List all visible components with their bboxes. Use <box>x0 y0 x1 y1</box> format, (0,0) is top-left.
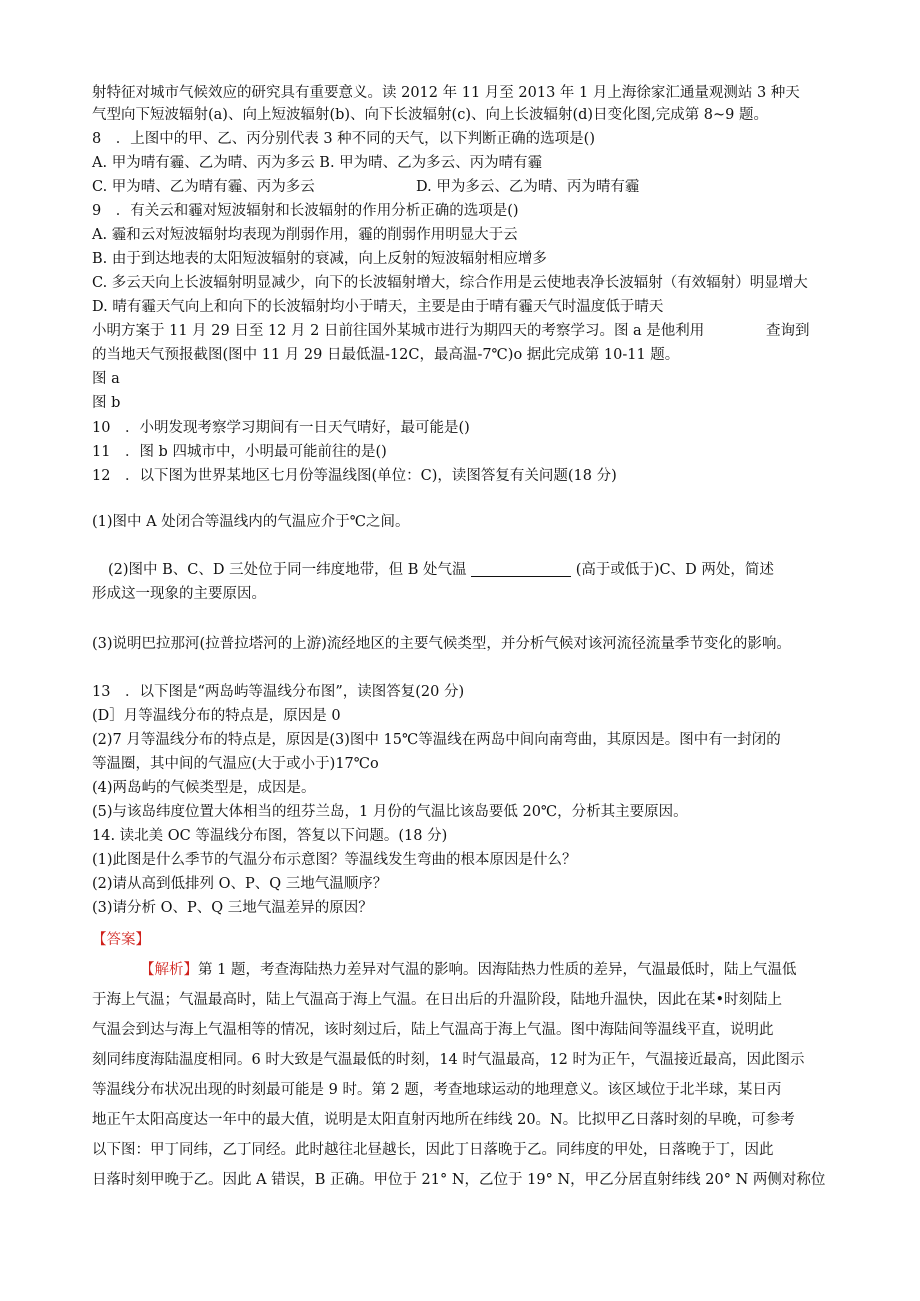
q9-option-d: D. 晴有霾天气向上和向下的长波辐射均小于晴天，主要是由于晴有霾天气时温度低于晴天 <box>92 299 664 315</box>
analysis-line-7: 以下图：甲丁同纬，乙丁同经。此时越往北昼越长，因此丁日落晚于乙。同纬度的甲处，日落晚于丁，因此 <box>92 1142 774 1158</box>
answer-label: 【答案】 <box>92 932 150 948</box>
analysis-line-5: 等温线分布状况出现的时刻最可能是 9 时。第 2 题，考查地球运动的地理意义。该区域位于北半球，某日丙 <box>92 1082 782 1098</box>
analysis-label: 【解析】 <box>140 962 198 978</box>
q13-part-4: (4)两岛屿的气候类型是，成因是。 <box>92 780 316 796</box>
q14-stem: 14. 读北美 OC 等温线分布图，答复以下问题。(18 分) <box>92 828 448 844</box>
figure-a-label: 图 a <box>92 371 120 387</box>
q8-stem: 8 ．上图中的甲、乙、丙分别代表 3 种不同的天气，以下判断正确的选项是() <box>92 131 595 147</box>
q12-part-2-continued: 形成这一现象的主要原因。 <box>92 586 266 602</box>
q14-part-3: (3)请分析 O、P、Q 三地气温差异的原因？ <box>92 900 373 916</box>
analysis-line-8: 日落时刻甲晚于乙。因此 A 错误，B 正确。甲位于 21° N，乙位于 19° N，甲乙分居直射纬线 20° N 两侧对称位 <box>92 1172 826 1188</box>
analysis-line-4: 刻同纬度海陆温度相同。6 时大致是气温最低的时刻，14 时气温最高，12 时为正午，气温接近最高，因此图示 <box>92 1052 805 1068</box>
xiaoming-line-2: 的当地天气预报截图(图中 11 月 29 日最低温-12C，最高温-7℃)o 据此完成第 10-11 题。 <box>92 347 680 363</box>
q12-part-2-text-a: (2)图中 B、C、D 三处位于同一纬度地带，但 B 处气温 <box>108 562 467 578</box>
xiaoming-line-1a: 小明方案于 11 月 29 日至 12 月 2 日前往国外某城市进行为期四天的考察学习。图 a 是他利用 <box>92 323 705 339</box>
q13-part-2-continued: 等温圈，其中间的气温应(大于或小于)17℃o <box>92 756 379 772</box>
q8-option-ab: A. 甲为晴有霾、乙为晴、丙为多云 B. 甲为晴、乙为多云、丙为晴有霾 <box>92 155 543 171</box>
analysis-line-3: 气温会到达与海上气温相等的情况，该时刻过后，陆上气温高于海上气温。图中海陆间等温线平直，说明此 <box>92 1022 774 1038</box>
q11-stem: 11 ．图 b 四城市中，小明最可能前往的是() <box>92 444 387 460</box>
q13-part-2: (2)7 月等温线分布的特点是，原因是(3)图中 15℃等温线在两岛中间向南弯曲，其原因是。图中有一封闭的 <box>92 732 781 748</box>
intro-line-2: 气型向下短波辐射(a)、向上短波辐射(b)、向下长波辐射(c)、向上长波辐射(d)日变化图,完成第 8~9 题。 <box>92 107 769 123</box>
q14-part-2: (2)请从高到低排列 O、P、Q 三地气温顺序？ <box>92 876 388 892</box>
q12-part-1: (1)图中 A 处闭合等温线内的气温应介于℃之间。 <box>92 514 410 530</box>
analysis-line-2: 于海上气温；气温最高时，陆上气温高于海上气温。在日出后的升温阶段，陆地升温快，因此在某•时刻陆上 <box>92 992 783 1008</box>
q8-option-c: C. 甲为晴、乙为晴有霾、丙为多云 <box>92 179 315 195</box>
q13-stem: 13 ．以下图是“两岛屿等温线分布图”，读图答复(20 分) <box>92 684 465 700</box>
xiaoming-line-1b: 查询到 <box>766 323 810 339</box>
q9-option-a: A. 霾和云对短波辐射均表现为削弱作用，霾的削弱作用明显大于云 <box>92 227 518 243</box>
q12-part-2-text-b: (高于或低于)C、D 两处，简述 <box>575 562 774 578</box>
analysis-text-1: 第 1 题，考查海陆热力差异对气温的影响。因海陆热力性质的差异，气温最低时，陆上气温低 <box>198 962 797 978</box>
q9-stem: 9 ．有关云和霾对短波辐射和长波辐射的作用分析正确的选项是() <box>92 203 519 219</box>
intro-line-1: 射特征对城市气候效应的研究具有重要意义。读 2012 年 11 月至 2013 年 1 月上海徐家汇通量观测站 3 种天 <box>92 85 800 101</box>
figure-b-label: 图 b <box>92 395 121 411</box>
q12-stem: 12 ．以下图为世界某地区七月份等温线图(单位：C)，读图答复有关问题(18 分) <box>92 468 617 484</box>
q9-option-c: C. 多云天向上长波辐射明显减少，向下的长波辐射增大，综合作用是云使地表净长波辐射（有效辐射）明显增大 <box>92 275 808 291</box>
q9-option-b: B. 由于到达地表的太阳短波辐射的衰减，向上反射的短波辐射相应增多 <box>92 251 547 267</box>
q12-part-3: (3)说明巴拉那河(拉普拉塔河的上游)流经地区的主要气候类型，并分析气候对该河流径流量季节变化的影响。 <box>92 636 791 652</box>
q12-answer-blank <box>471 562 571 577</box>
q13-part-5: (5)与该岛纬度位置大体相当的纽芬兰岛，1 月份的气温比该岛要低 20℃，分析其主要原因。 <box>92 804 688 820</box>
q13-part-1: (D］月等温线分布的特点是，原因是 0 <box>92 708 341 724</box>
analysis-line-6: 地正午太阳高度达一年中的最大值，说明是太阳直射丙地所在纬线 20。N。比拟甲乙日落时刻的早晚，可参考 <box>92 1112 795 1128</box>
q8-option-d: D. 甲为多云、乙为晴、丙为晴有霾 <box>416 179 640 195</box>
q12-part-2 <box>108 560 774 580</box>
q14-part-1: (1)此图是什么季节的气温分布示意图？等温线发生弯曲的根本原因是什么？ <box>92 852 577 868</box>
q10-stem: 10 ．小明发现考察学习期间有一日天气晴好，最可能是() <box>92 420 470 436</box>
analysis-line-1 <box>140 960 796 980</box>
